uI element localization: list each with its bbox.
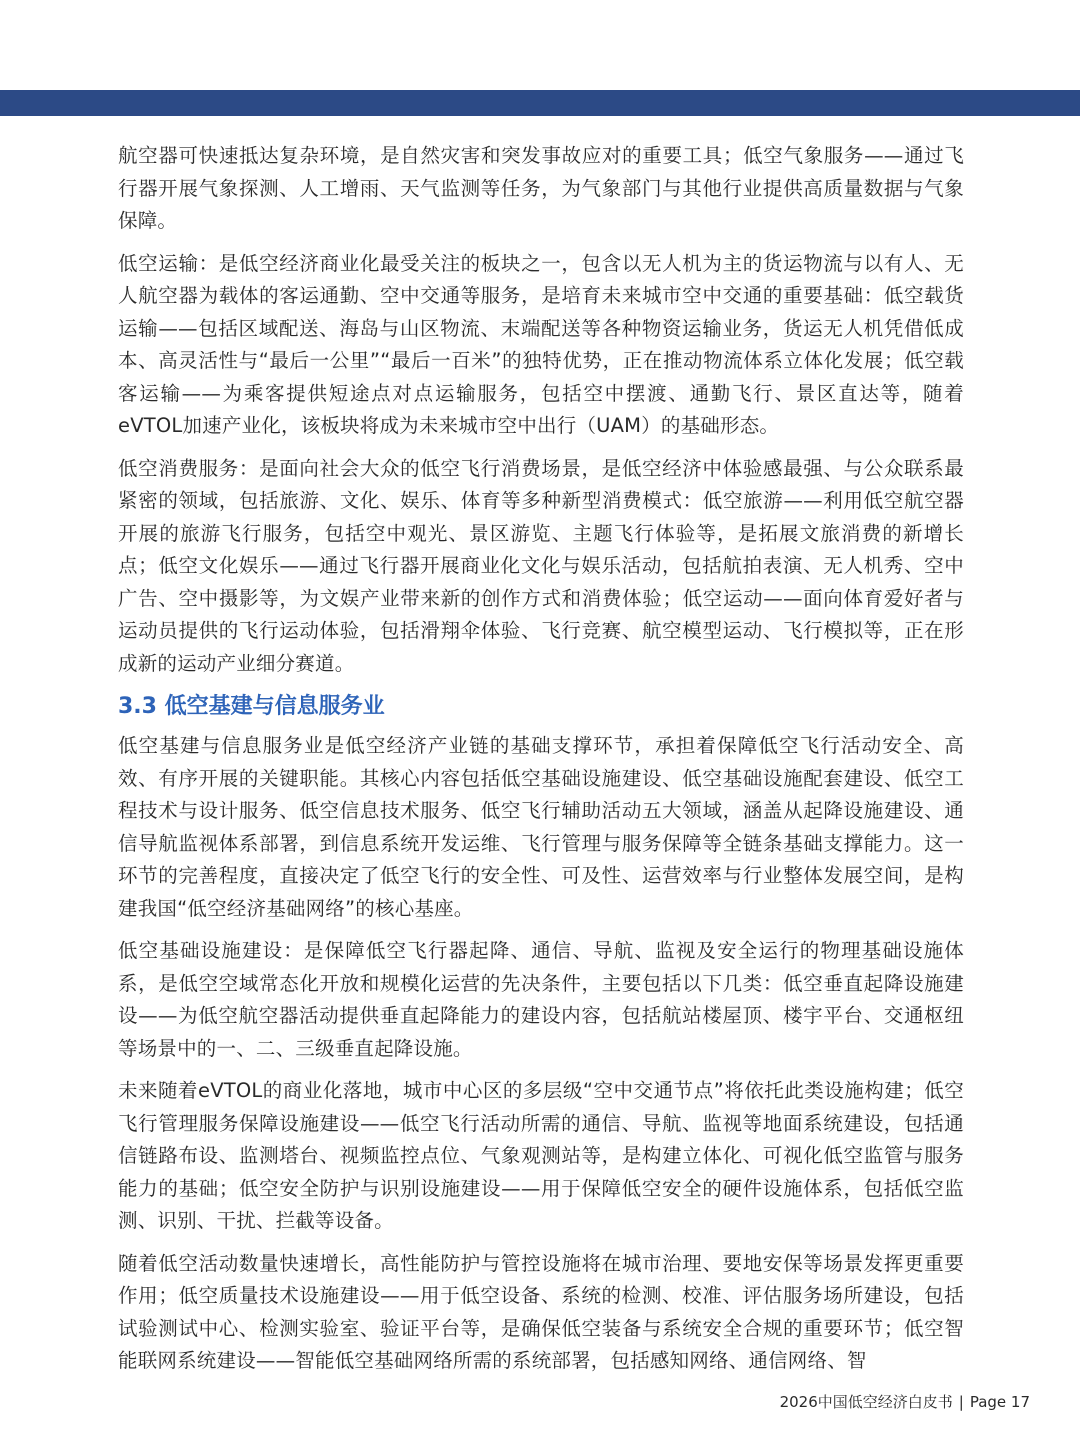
body-paragraph-3: 低空消费服务：是面向社会大众的低空飞行消费场景，是低空经济中体验感最强、与公众联系最紧密的领域，包括旅游、文化、娱乐、体育等多种新型消费模式：低空旅游——利用低空航空器开展的旅游飞行服务，包括空中观光、景区游览、主题飞行体验等，是拓展文旅消费的新增长点；低空文化娱乐——通过飞行器开展商业化文化与娱乐活动，包括航拍表演、无人机秀、空中广告、空中摄影等，为文娱产业带来新的创作方式和消费体验；低空运动——面向体育爱好者与运动员提供的飞行运动体验，包括滑翔伞体验、飞行竞赛、航空模型运动、飞行模拟等，正在形成新的运动产业细分赛道。 [118,456,964,675]
body-paragraph-7: 随着低空活动数量快速增长，高性能防护与管控设施将在城市治理、要地安保等场景发挥更重要作用；低空质量技术设施建设——用于低空设备、系统的检测、校准、评估服务场所建设，包括试验测试中心、检测实验室、验证平台等，是确保低空装备与系统安全合规的重要环节；低空智能联网系统建设——智能低空基础网络所需的系统部署，包括感知网络、通信网络、智 [118,1251,964,1372]
footer-doc-title: 2026中国低空经济白皮书 [779,1393,953,1411]
body-paragraph-5: 低空基础设施建设：是保障低空飞行器起降、通信、导航、监视及安全运行的物理基础设施体系，是低空空域常态化开放和规模化运营的先决条件，主要包括以下几类：低空垂直起降设施建设——为低空航空器活动提供垂直起降能力的建设内容，包括航站楼屋顶、楼宇平台、交通枢纽等场景中的一、二、三级垂直起降设施。 [118,939,964,1060]
page-footer [780,1392,1030,1412]
footer-separator: | [958,1393,964,1411]
body-paragraph-6: 未来随着eVTOL的商业化落地，城市中心区的多层级“空中交通节点”将依托此类设施构建；低空飞行管理服务保障设施建设——低空飞行活动所需的通信、导航、监视等地面系统建设，包括通信链路布设、监测塔台、视频监控点位、气象观测站等，是构建立体化、可视化低空监管与服务能力的基础；低空安全防护与识别设施建设——用于保障低空安全的硬件设施体系，包括低空监测、识别、干扰、拦截等设备。 [118,1079,964,1232]
section-heading: 3.3 低空基建与信息服务业 [118,694,385,719]
footer-page-number: Page 17 [969,1393,1030,1411]
body-paragraph-2: 低空运输：是低空经济商业化最受关注的板块之一，包含以无人机为主的货运物流与以有人、无人航空器为载体的客运通勤、空中交通等服务，是培育未来城市空中交通的重要基础：低空载货运输——包括区域配送、海岛与山区物流、末端配送等各种物资运输业务，货运无人机凭借低成本、高灵活性与“最后一公里”“最后一百米”的独特优势，正在推动物流体系立体化发展；低空载客运输——为乘客提供短途点对点运输服务，包括空中摆渡、通勤飞行、景区直达等，随着eVTOL加速产业化，该板块将成为未来城市空中出行（UAM）的基础形态。 [118,251,964,437]
header-color-band [0,90,1080,116]
body-paragraph-1: 航空器可快速抵达复杂环境，是自然灾害和突发事故应对的重要工具；低空气象服务——通过飞行器开展气象探测、人工增雨、天气监测等任务，为气象部门与其他行业提供高质量数据与气象保障。 [118,144,964,232]
body-paragraph-4: 低空基建与信息服务业是低空经济产业链的基础支撑环节，承担着保障低空飞行活动安全、高效、有序开展的关键职能。其核心内容包括低空基础设施建设、低空基础设施配套建设、低空工程技术与设计服务、低空信息技术服务、低空飞行辅助活动五大领域，涵盖从起降设施建设、通信导航监视体系部署，到信息系统开发运维、飞行管理与服务保障等全链条基础支撑能力。这一环节的完善程度，直接决定了低空飞行的安全性、可及性、运营效率与行业整体发展空间，是构建我国“低空经济基础网络”的核心基座。 [118,734,964,920]
page-body [118,140,964,1388]
